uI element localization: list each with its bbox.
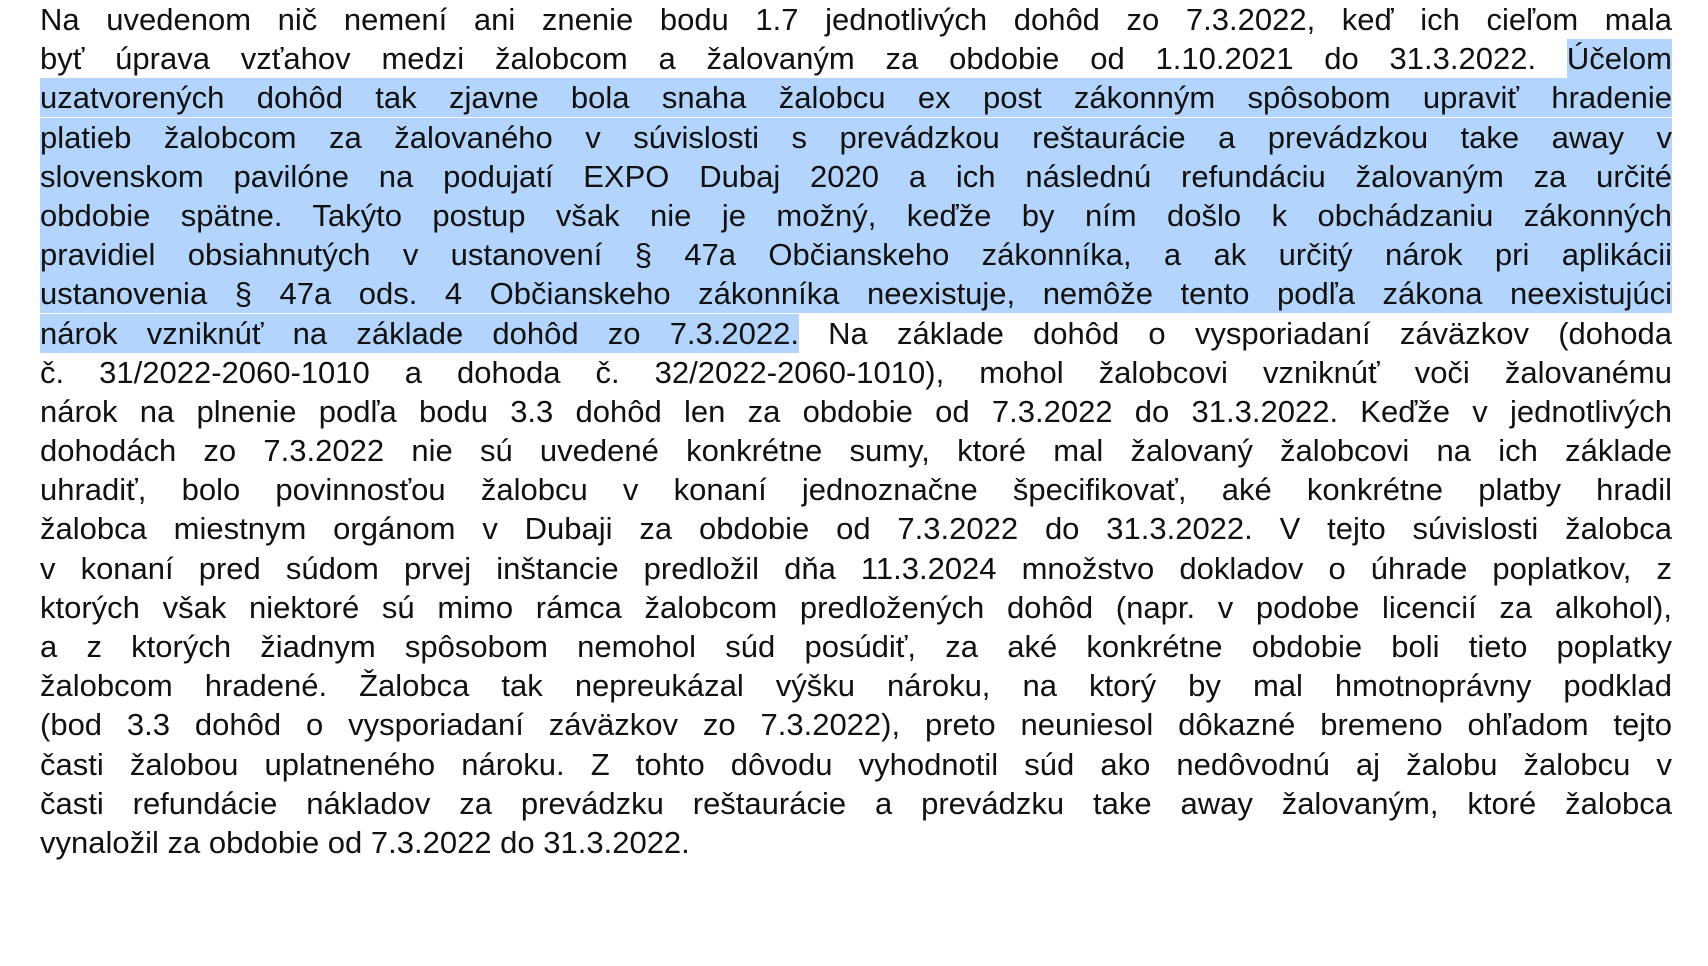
selected-text: obdobie spätne. Takýto postup však nie je možný, keďže by ním došlo k obchádzaniu zákonných — [40, 197, 1672, 233]
selected-text: uzatvorených dohôd tak zjavne bola snaha žalobcu ex post zákonným spôsobom upraviť hradenie — [40, 80, 1672, 116]
selected-text: nárok vzniknúť na základe dohôd zo 7.3.2022. — [40, 315, 799, 351]
text-line: a z ktorých žiadnym spôsobom nemohol súd posúdiť, za aké konkrétne obdobie boli tieto poplatky — [40, 629, 1672, 664]
document-page — [40, 0, 1672, 862]
text-line — [40, 118, 1672, 157]
text-line: nárok vzniknúť na základe dohôd zo 7.3.2022. Na základe dohôd o vysporiadaní záväzkov (dohoda — [40, 315, 1672, 351]
text-line: časti refundácie nákladov za prevádzku reštaurácie a prevádzku take away žalovaným, ktoré žalobca — [40, 785, 1672, 821]
text-line: časti žalobou uplatneného nároku. Z tohto dôvodu vyhodnotil súd ako nedôvodnú aj žalobu žalobcu v — [40, 746, 1672, 782]
text-line: Na uvedenom nič nemení ani znenie bodu 1.7 jednotlivých dohôd zo 7.3.2022, keď ich cieľom mala — [40, 2, 1672, 37]
text-line — [40, 235, 1672, 274]
selected-text: slovenskom pavilóne na podujatí EXPO Dubaj 2020 a ich následnú refundáciu žalovaným za určité — [40, 158, 1672, 194]
text-line — [40, 78, 1672, 117]
text-line: (bod 3.3 dohôd o vysporiadaní záväzkov zo 7.3.2022), preto neuniesol dôkazné bremeno ohľadom tejto — [40, 707, 1672, 743]
text-line: uhradiť, bolo povinnosťou žalobcu v konaní jednoznačne špecifikovať, aké konkrétne platby hradil — [40, 472, 1672, 508]
selected-text: pravidiel obsiahnutých v ustanovení § 47a Občianskeho zákonníka, a ak určitý nárok pri aplikácii — [40, 237, 1672, 273]
text-line: vynaložil za obdobie od 7.3.2022 do 31.3.2022. — [40, 824, 690, 860]
text-line: žalobca miestnym orgánom v Dubaji za obdobie od 7.3.2022 do 31.3.2022. V tejto súvislosti žalobca — [40, 511, 1672, 547]
text-line: v konaní pred súdom prvej inštancie predložil dňa 11.3.2024 množstvo dokladov o úhrade poplatkov, z — [40, 550, 1672, 586]
text-line — [40, 274, 1672, 313]
text-line: byť úprava vzťahov medzi žalobcom a žalovaným za obdobie od 1.10.2021 do 31.3.2022. Účelom — [40, 41, 1672, 77]
text-line: nárok na plnenie podľa bodu 3.3 dohôd len za obdobie od 7.3.2022 do 31.3.2022. Keďže v jednotlivých — [40, 393, 1672, 429]
selected-text: ustanovenia § 47a ods. 4 Občianskeho zákonníka neexistuje, nemôže tento podľa zákona neexistujúci — [40, 276, 1672, 312]
text-line: ktorých však niektoré sú mimo rámca žalobcom predložených dohôd (napr. v podobe licencií za alkohol), — [40, 589, 1672, 625]
text-line: dohodách zo 7.3.2022 nie sú uvedené konkrétne sumy, ktoré mal žalovaný žalobcovi na ich základe — [40, 433, 1672, 469]
selected-text: platieb žalobcom za žalovaného v súvislosti s prevádzkou reštaurácie a prevádzkou take away v — [40, 119, 1672, 155]
text-line — [40, 196, 1672, 235]
text-line — [40, 157, 1672, 196]
text-line: č. 31/2022-2060-1010 a dohoda č. 32/2022-2060-1010), mohol žalobcovi vzniknúť voči žalovanému — [40, 354, 1672, 390]
text-line: žalobcom hradené. Žalobca tak nepreukázal výšku nároku, na ktorý by mal hmotnoprávny podklad — [40, 668, 1672, 704]
paragraph[interactable] — [40, 0, 1672, 862]
selected-text: Účelom — [1566, 41, 1672, 77]
